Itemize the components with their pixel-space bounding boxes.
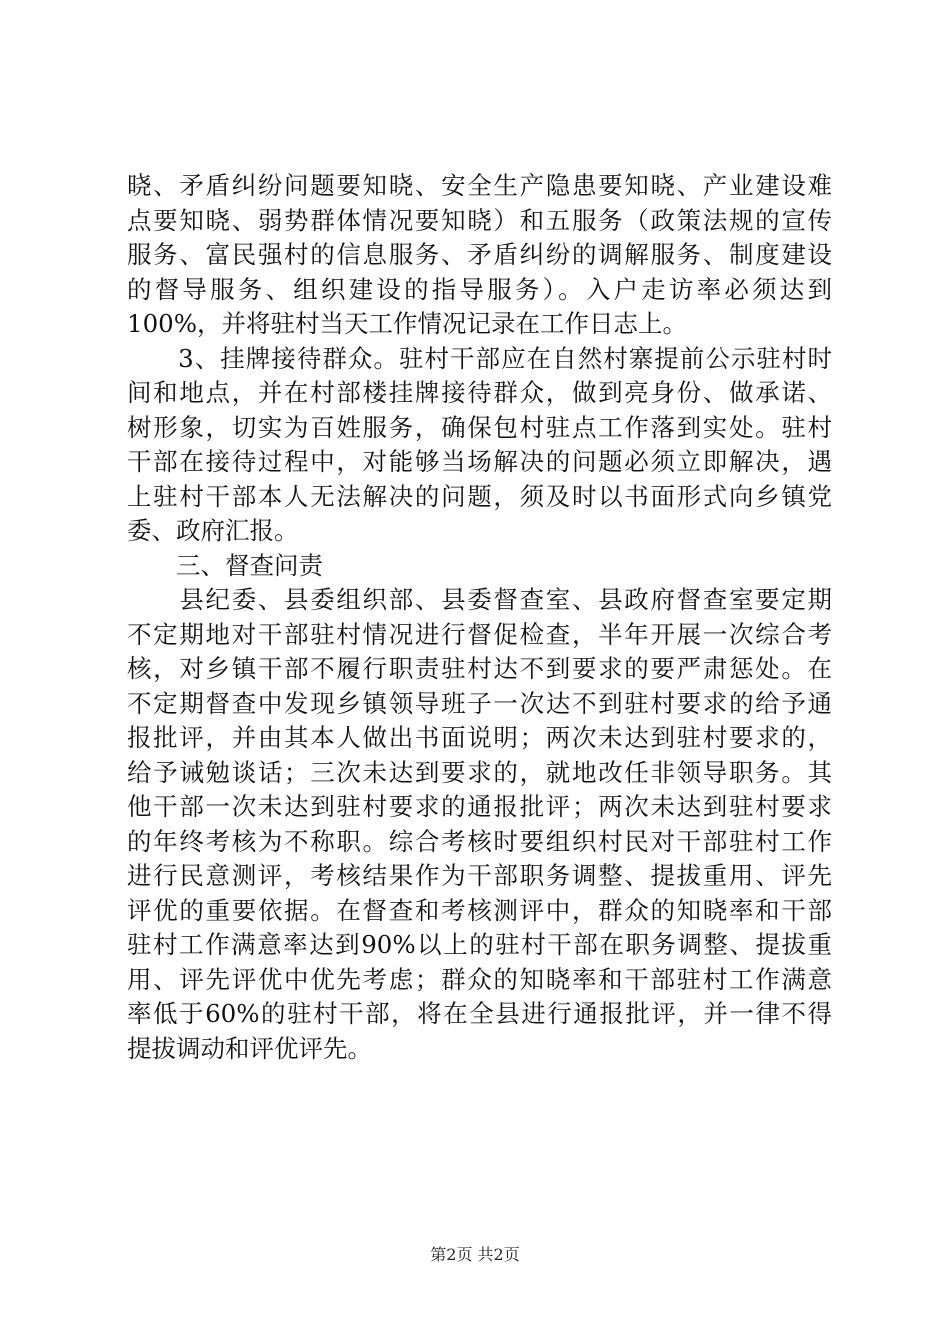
text-line: 委、政府汇报。 xyxy=(127,516,299,545)
text-line: 进行民意测评，考核结果作为干部职务调整、提拔重用、评先 xyxy=(127,861,832,890)
text-line: 核，对乡镇干部不履行职责驻村达不到要求的要严肃惩处。在 xyxy=(127,654,832,683)
text-line: 树形象，切实为百姓服务，确保包村驻点工作落到实处。驻村 xyxy=(127,412,832,442)
text-line: 用、评先评优中优先考虑；群众的知晓率和干部驻村工作满意 xyxy=(127,964,832,994)
text-line: 率低于60%的驻村干部，将在全县进行通报批评，并一律不得 xyxy=(127,999,832,1028)
text-line: 间和地点，并在村部楼挂牌接待群众，做到亮身份、做承诺、 xyxy=(127,378,832,407)
text-line: 县纪委、县委组织部、县委督查室、县政府督查室要定期 xyxy=(127,585,832,614)
section-heading: 三、督查问责 xyxy=(127,550,323,580)
text-line: 评优的重要依据。在督查和考核测评中，群众的知晓率和干部 xyxy=(127,895,832,925)
text-line: 不定期督查中发现乡镇领导班子一次达不到驻村要求的给予通 xyxy=(127,688,832,718)
text-line: 他干部一次未达到驻村要求的通报批评；两次未达到驻村要求 xyxy=(127,792,832,821)
document-body xyxy=(127,169,832,1066)
text-line: 点要知晓、弱势群体情况要知晓）和五服务（政策法规的宣传 xyxy=(127,205,832,235)
text-line: 报批评，并由其本人做出书面说明；两次未达到驻村要求的， xyxy=(127,723,832,752)
text-line: 干部在接待过程中，对能够当场解决的问题必须立即解决，遇 xyxy=(127,447,832,476)
text-line: 晓、矛盾纠纷问题要知晓、安全生产隐患要知晓、产业建设难 xyxy=(127,171,832,200)
text-line: 上驻村干部本人无法解决的问题，须及时以书面形式向乡镇党 xyxy=(127,481,832,511)
page-number-footer: 第2页 共2页 xyxy=(430,1245,520,1264)
text-line: 提拔调动和评优评先。 xyxy=(127,1033,372,1063)
text-line: 驻村工作满意率达到90%以上的驻村干部在职务调整、提拔重 xyxy=(127,930,832,959)
text-line: 的督导服务、组织建设的指导服务）。入户走访率必须达到 xyxy=(127,274,832,304)
text-line: 的年终考核为不称职。综合考核时要组织村民对干部驻村工作 xyxy=(127,826,832,856)
text-line: 3、挂牌接待群众。驻村干部应在自然村寨提前公示驻村时 xyxy=(127,343,832,373)
text-line: 给予诫勉谈话；三次未达到要求的，就地改任非领导职务。其 xyxy=(127,757,832,787)
text-line: 不定期地对干部驻村情况进行督促检查，半年开展一次综合考 xyxy=(127,619,832,649)
text-line: 100%，并将驻村当天工作情况记录在工作日志上。 xyxy=(127,309,688,338)
text-line: 服务、富民强村的信息服务、矛盾纠纷的调解服务、制度建设 xyxy=(127,240,832,269)
